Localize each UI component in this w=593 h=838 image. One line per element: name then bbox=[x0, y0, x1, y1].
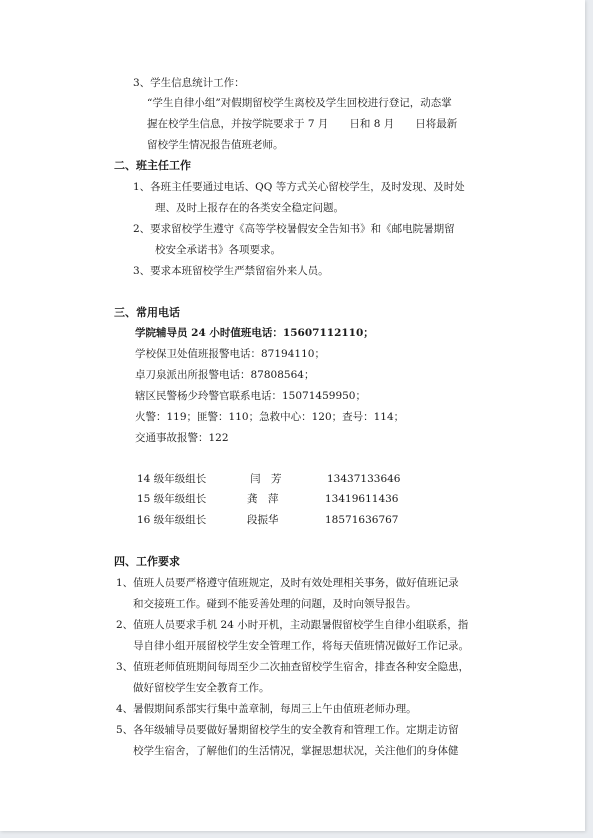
grade-label: 15 级年级组长 bbox=[137, 493, 207, 505]
requirement-5-line-2: 校学生宿舍，了解他们的生活情况，掌握思想状况，关注他们的身体健 bbox=[133, 745, 459, 757]
section-2-item-2-line-2: 校安全承诺书》各项要求。 bbox=[155, 244, 281, 256]
requirement-3-line-2: 做好留校学生安全教育工作。 bbox=[133, 682, 270, 694]
officer-phone: 辖区民警杨少玲警官联系电话：15071459950； bbox=[135, 390, 366, 402]
traffic-accident-phone: 交通事故报警：122 bbox=[135, 432, 229, 444]
section-4-heading: 四、工作要求 bbox=[114, 555, 180, 568]
requirement-2-line-2: 导自律小组开展留校学生安全管理工作，将每天值班情况做好工作记录。 bbox=[133, 640, 469, 652]
leader-phone: 13437133646 bbox=[327, 473, 401, 485]
leader-phone: 13419611436 bbox=[325, 493, 399, 505]
requirement-1-line-2: 和交接班工作。碰到不能妥善处理的问题，及时向领导报告。 bbox=[133, 598, 417, 610]
section-2-item-1-line-1: 1、各班主任要通过电话、QQ 等方式关心留校学生，及时发现、及时处 bbox=[133, 181, 465, 193]
item-3-line-2: 握在校学生信息，并按学院要求于 7 月 日和 8 月 日将最新 bbox=[147, 118, 458, 130]
item-3-line-1: “学生自律小组”对假期留校学生离校及学生回校进行登记，动态掌 bbox=[147, 97, 452, 109]
requirement-3-line-1: 3、值班老师值班期间每周至少二次抽查留校学生宿舍，排查各种安全隐患， bbox=[116, 661, 470, 673]
emergency-numbers: 火警：119；匪警：110；急救中心：120；查号：114； bbox=[135, 411, 405, 423]
leader-name: 段振华 bbox=[247, 514, 279, 526]
requirement-1-line-1: 1、值班人员要严格遵守值班规定，及时有效处理相关事务，做好值班记录 bbox=[116, 577, 459, 589]
requirement-5-line-1: 5、各年级辅导员要做好暑期留校学生的安全教育和管理工作。定期走访留 bbox=[116, 724, 459, 736]
section-2-heading: 二、班主任工作 bbox=[114, 159, 191, 172]
duty-phone: 学院辅导员 24 小时值班电话：15607112110； bbox=[135, 327, 374, 339]
leader-name: 闫 芳 bbox=[250, 473, 282, 485]
grade-label: 16 级年级组长 bbox=[137, 514, 207, 526]
leader-phone: 18571636767 bbox=[325, 514, 399, 526]
requirement-2-line-1: 2、值班人员要求手机 24 小时开机，主动跟暑假留校学生自律小组联系，指 bbox=[116, 619, 469, 631]
item-3-title: 3、学生信息统计工作： bbox=[133, 77, 245, 89]
item-3-line-3: 留校学生情况报告值班老师。 bbox=[147, 139, 284, 151]
leader-name: 龚 萍 bbox=[247, 493, 279, 505]
section-2-item-3: 3、要求本班留校学生严禁留宿外来人员。 bbox=[133, 265, 329, 277]
section-2-item-1-line-2: 理、及时上报存在的各类安全稳定问题。 bbox=[155, 202, 344, 214]
security-phone: 学校保卫处值班报警电话：87194110； bbox=[135, 348, 325, 360]
section-2-item-2-line-1: 2、要求留校学生遵守《高等学校暑假安全告知书》和《邮电院暑期留 bbox=[133, 223, 455, 235]
grade-label: 14 级年级组长 bbox=[137, 473, 207, 485]
requirement-4: 4、暑假期间系部实行集中盖章制，每周三上午由值班老师办理。 bbox=[116, 703, 417, 715]
section-3-heading: 三、常用电话 bbox=[114, 306, 180, 319]
police-station-phone: 卓刀泉派出所报警电话：87808564； bbox=[135, 369, 315, 381]
